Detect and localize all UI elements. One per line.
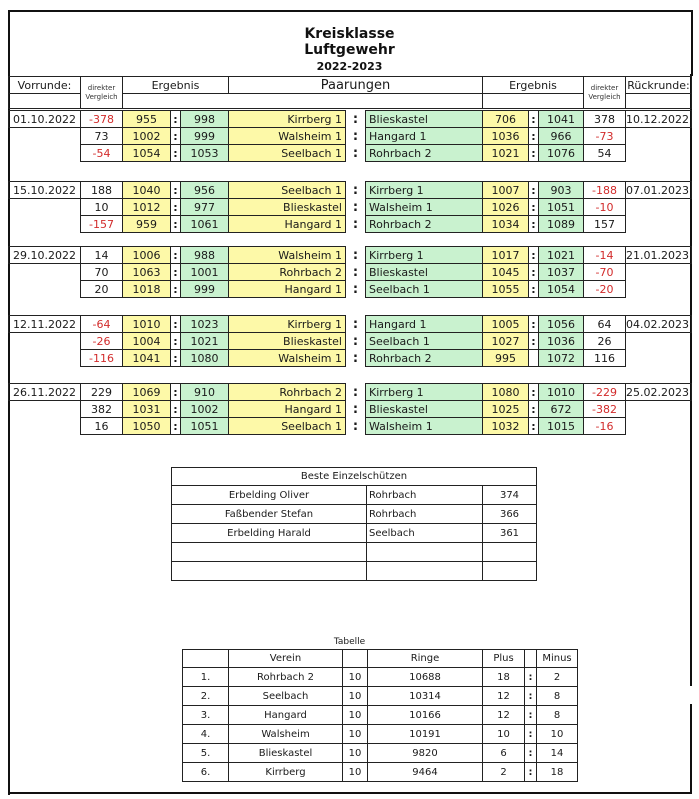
standings-minus: 8 xyxy=(536,686,578,706)
standings-separator: : xyxy=(524,762,537,782)
direkter-vergleich-rueck: 157 xyxy=(583,215,626,233)
pairing-separator: : xyxy=(352,281,359,297)
header-vorrunde-blank xyxy=(8,93,81,109)
document-frame-bottom xyxy=(8,792,692,794)
rueckrunde-home-score: 1027 xyxy=(482,332,529,350)
header-vorrunde: Vorrunde: xyxy=(8,76,81,94)
home-team: Rohrbach 2 xyxy=(228,263,346,281)
vorrunde-date: 29.10.2022 xyxy=(8,246,81,264)
vorrunde-home-score: 1002 xyxy=(122,127,171,145)
standings-plus: 10 xyxy=(482,724,525,744)
direkter-vergleich-rueck: -188 xyxy=(583,181,626,199)
score-separator: : xyxy=(170,280,181,298)
header-sub-blank xyxy=(122,93,483,109)
vorrunde-date: 01.10.2022 xyxy=(8,110,81,128)
standings-header-club: Verein xyxy=(228,649,343,668)
shooter-club: Seelbach xyxy=(366,523,483,543)
direkter-vergleich-rueck: -70 xyxy=(583,263,626,281)
vorrunde-home-score: 1041 xyxy=(122,349,171,367)
standings-rank: 4. xyxy=(182,724,229,744)
shooter-name xyxy=(171,542,367,562)
standings-club: Walsheim xyxy=(228,724,343,744)
header-direkter-line1: direkter xyxy=(590,83,619,92)
direkter-vergleich-vor: 10 xyxy=(80,198,123,216)
vorrunde-away-score: 1021 xyxy=(180,332,229,350)
rueckrunde-away-score: 1037 xyxy=(538,263,584,281)
vorrunde-home-score: 1040 xyxy=(122,181,171,199)
rueckrunde-home-score: 995 xyxy=(482,349,529,367)
standings-rank: 2. xyxy=(182,686,229,706)
vorrunde-home-score: 1018 xyxy=(122,280,171,298)
rueckrunde-date: 04.02.2023 xyxy=(625,315,692,333)
direkter-vergleich-rueck: 54 xyxy=(583,144,626,162)
score-separator: : xyxy=(170,127,181,145)
rueckrunde-home-score: 1055 xyxy=(482,280,529,298)
standings-rings: 9820 xyxy=(367,743,483,763)
vorrunde-home-score: 1010 xyxy=(122,315,171,333)
standings-header-minus: Minus xyxy=(536,649,578,668)
pairing-separator: : xyxy=(352,199,359,215)
direkter-vergleich-rueck: -14 xyxy=(583,246,626,264)
standings-matches: 10 xyxy=(342,743,368,763)
standings-club: Blieskastel xyxy=(228,743,343,763)
score-separator: : xyxy=(528,198,539,216)
away-team: Kirrberg 1 xyxy=(365,181,483,199)
standings-matches: 10 xyxy=(342,705,368,725)
score-separator: : xyxy=(528,246,539,264)
rueckrunde-away-score: 1051 xyxy=(538,198,584,216)
standings-club: Hangard xyxy=(228,705,343,725)
standings-plus: 12 xyxy=(482,705,525,725)
home-team: Blieskastel xyxy=(228,332,346,350)
score-separator: : xyxy=(170,198,181,216)
rueckrunde-away-score: 1041 xyxy=(538,110,584,128)
pairing-separator: : xyxy=(352,111,359,127)
standings-separator: : xyxy=(524,667,537,687)
direkter-vergleich-vor: 16 xyxy=(80,417,123,435)
standings-header-rank xyxy=(182,649,229,668)
direkter-vergleich-rueck: -20 xyxy=(583,280,626,298)
standings-rank: 3. xyxy=(182,705,229,725)
direkter-vergleich-vor: -116 xyxy=(80,349,123,367)
standings-club: Kirrberg xyxy=(228,762,343,782)
away-team: Hangard 1 xyxy=(365,315,483,333)
rueckrunde-home-score: 1032 xyxy=(482,417,529,435)
standings-header-plus: Plus xyxy=(482,649,525,668)
standings-separator: : xyxy=(524,705,537,725)
direkter-vergleich-vor: 229 xyxy=(80,383,123,401)
shooter-score: 374 xyxy=(482,485,537,505)
home-team: Seelbach 1 xyxy=(228,144,346,162)
away-team: Hangard 1 xyxy=(365,127,483,145)
standings-rank: 6. xyxy=(182,762,229,782)
vorrunde-home-score: 1006 xyxy=(122,246,171,264)
score-separator: : xyxy=(170,215,181,233)
home-team: Walsheim 1 xyxy=(228,246,346,264)
rueckrunde-away-score: 1010 xyxy=(538,383,584,401)
home-team: Kirrberg 1 xyxy=(228,315,346,333)
vorrunde-home-score: 955 xyxy=(122,110,171,128)
direkter-vergleich-vor: 14 xyxy=(80,246,123,264)
score-separator: : xyxy=(528,400,539,418)
vorrunde-away-score: 999 xyxy=(180,280,229,298)
standings-minus: 18 xyxy=(536,762,578,782)
away-team: Rohrbach 2 xyxy=(365,349,483,367)
standings-rings: 10191 xyxy=(367,724,483,744)
rueckrunde-away-score: 672 xyxy=(538,400,584,418)
pairing-separator: : xyxy=(352,384,359,400)
rueckrunde-home-score: 1025 xyxy=(482,400,529,418)
rueckrunde-home-score: 1017 xyxy=(482,246,529,264)
direkter-vergleich-rueck: 116 xyxy=(583,349,626,367)
score-separator: : xyxy=(528,417,539,435)
vorrunde-date: 26.11.2022 xyxy=(8,383,81,401)
vorrunde-home-score: 959 xyxy=(122,215,171,233)
pairing-separator: : xyxy=(352,418,359,434)
pairing-separator: : xyxy=(352,182,359,198)
direkter-vergleich-rueck: -16 xyxy=(583,417,626,435)
standings-rings: 10314 xyxy=(367,686,483,706)
away-team: Seelbach 1 xyxy=(365,280,483,298)
away-team: Walsheim 1 xyxy=(365,198,483,216)
rueckrunde-away-score: 1036 xyxy=(538,332,584,350)
standings-header-rings: Ringe xyxy=(367,649,483,668)
score-separator: : xyxy=(170,246,181,264)
score-separator: : xyxy=(170,400,181,418)
vorrunde-away-score: 988 xyxy=(180,246,229,264)
standings-separator: : xyxy=(524,743,537,763)
score-separator: : xyxy=(528,181,539,199)
shooter-club: Rohrbach xyxy=(366,485,483,505)
vorrunde-away-score: 1061 xyxy=(180,215,229,233)
vorrunde-away-score: 1080 xyxy=(180,349,229,367)
header-direkter-vergleich-vor xyxy=(80,76,123,109)
direkter-vergleich-vor: 20 xyxy=(80,280,123,298)
direkter-vergleich-vor: -378 xyxy=(80,110,123,128)
home-team: Rohrbach 2 xyxy=(228,383,346,401)
standings-rings: 10688 xyxy=(367,667,483,687)
score-separator: : xyxy=(170,349,181,367)
shooter-name: Erbelding Oliver xyxy=(171,485,367,505)
home-team: Seelbach 1 xyxy=(228,181,346,199)
pairing-separator: : xyxy=(352,316,359,332)
rueckrunde-home-score: 1026 xyxy=(482,198,529,216)
shooter-score: 361 xyxy=(482,523,537,543)
standings-rank: 5. xyxy=(182,743,229,763)
score-separator: : xyxy=(528,332,539,350)
shooter-name: Erbelding Harald xyxy=(171,523,367,543)
pairing-separator: : xyxy=(352,350,359,366)
rueckrunde-away-score: 1072 xyxy=(538,349,584,367)
direkter-vergleich-vor: 382 xyxy=(80,400,123,418)
rueckrunde-away-score: 1076 xyxy=(538,144,584,162)
standings-separator: : xyxy=(524,686,537,706)
standings-plus: 18 xyxy=(482,667,525,687)
vorrunde-home-score: 1050 xyxy=(122,417,171,435)
score-separator: : xyxy=(528,144,539,162)
vorrunde-away-score: 910 xyxy=(180,383,229,401)
title-discipline: Luftgewehr xyxy=(304,42,395,58)
vorrunde-home-score: 1063 xyxy=(122,263,171,281)
home-team: Seelbach 1 xyxy=(228,417,346,435)
header-rueckrunde: Rückrunde: xyxy=(625,76,692,94)
document-frame-right xyxy=(690,74,692,686)
vorrunde-away-score: 1023 xyxy=(180,315,229,333)
vorrunde-away-score: 998 xyxy=(180,110,229,128)
away-team: Blieskastel xyxy=(365,400,483,418)
standings-header-matches xyxy=(342,649,368,668)
away-team: Kirrberg 1 xyxy=(365,383,483,401)
rueckrunde-home-score: 1036 xyxy=(482,127,529,145)
vorrunde-home-score: 1004 xyxy=(122,332,171,350)
home-team: Hangard 1 xyxy=(228,215,346,233)
rueckrunde-home-score: 1034 xyxy=(482,215,529,233)
standings-rank: 1. xyxy=(182,667,229,687)
rueckrunde-home-score: 1021 xyxy=(482,144,529,162)
vorrunde-away-score: 999 xyxy=(180,127,229,145)
score-separator: : xyxy=(528,280,539,298)
header-ergebnis-rueck: Ergebnis xyxy=(482,76,584,94)
score-separator: : xyxy=(170,332,181,350)
standings-minus: 10 xyxy=(536,724,578,744)
pairing-separator: : xyxy=(352,401,359,417)
direkter-vergleich-vor: 70 xyxy=(80,263,123,281)
score-separator: : xyxy=(170,383,181,401)
header-direkter-vergleich-rueck xyxy=(583,76,626,109)
rueckrunde-away-score: 1021 xyxy=(538,246,584,264)
standings-plus: 2 xyxy=(482,762,525,782)
vorrunde-home-score: 1031 xyxy=(122,400,171,418)
rueckrunde-away-score: 1089 xyxy=(538,215,584,233)
standings-minus: 8 xyxy=(536,705,578,725)
standings-matches: 10 xyxy=(342,762,368,782)
standings-minus: 14 xyxy=(536,743,578,763)
score-separator: : xyxy=(170,144,181,162)
shooter-club: Rohrbach xyxy=(366,504,483,524)
header-direkter-line2: Vergleich xyxy=(85,92,118,101)
home-team: Blieskastel xyxy=(228,198,346,216)
header-direkter-line1: direkter xyxy=(87,83,116,92)
away-team: Seelbach 1 xyxy=(365,332,483,350)
standings-club: Seelbach xyxy=(228,686,343,706)
pairing-separator: : xyxy=(352,216,359,232)
standings-separator: : xyxy=(524,724,537,744)
vorrunde-home-score: 1069 xyxy=(122,383,171,401)
vorrunde-away-score: 977 xyxy=(180,198,229,216)
rueckrunde-away-score: 1015 xyxy=(538,417,584,435)
vorrunde-away-score: 1051 xyxy=(180,417,229,435)
home-team: Hangard 1 xyxy=(228,280,346,298)
home-team: Hangard 1 xyxy=(228,400,346,418)
standings-rings: 9464 xyxy=(367,762,483,782)
vorrunde-away-score: 1053 xyxy=(180,144,229,162)
header-ergebnis-vor: Ergebnis xyxy=(122,76,229,94)
score-separator: : xyxy=(170,417,181,435)
standings-plus: 6 xyxy=(482,743,525,763)
pairing-separator: : xyxy=(352,264,359,280)
shooter-name: Faßbender Stefan xyxy=(171,504,367,524)
shooter-club xyxy=(366,542,483,562)
pairing-separator: : xyxy=(352,128,359,144)
standings-plus: 12 xyxy=(482,686,525,706)
away-team: Blieskastel xyxy=(365,263,483,281)
shooter-score xyxy=(482,561,537,581)
away-team: Kirrberg 1 xyxy=(365,246,483,264)
score-separator: : xyxy=(528,383,539,401)
direkter-vergleich-vor: 73 xyxy=(80,127,123,145)
rueckrunde-date: 21.01.2023 xyxy=(625,246,692,264)
standings-matches: 10 xyxy=(342,724,368,744)
rueckrunde-home-score: 1080 xyxy=(482,383,529,401)
home-team: Walsheim 1 xyxy=(228,127,346,145)
direkter-vergleich-rueck: 378 xyxy=(583,110,626,128)
direkter-vergleich-vor: -64 xyxy=(80,315,123,333)
rueckrunde-home-score: 1045 xyxy=(482,263,529,281)
score-separator: : xyxy=(528,315,539,333)
home-team: Walsheim 1 xyxy=(228,349,346,367)
score-separator: : xyxy=(528,127,539,145)
standings-matches: 10 xyxy=(342,667,368,687)
vorrunde-date: 15.10.2022 xyxy=(8,181,81,199)
rueckrunde-home-score: 1007 xyxy=(482,181,529,199)
home-team: Kirrberg 1 xyxy=(228,110,346,128)
rueckrunde-away-score: 966 xyxy=(538,127,584,145)
rueckrunde-date: 10.12.2022 xyxy=(625,110,692,128)
standings-title: Tabelle xyxy=(333,637,366,647)
shooter-score: 366 xyxy=(482,504,537,524)
standings-rings: 10166 xyxy=(367,705,483,725)
direkter-vergleich-rueck: -382 xyxy=(583,400,626,418)
document-frame-right-lower xyxy=(690,704,692,794)
title-league: Kreisklasse xyxy=(304,26,395,42)
direkter-vergleich-vor: -157 xyxy=(80,215,123,233)
shooter-name xyxy=(171,561,367,581)
vorrunde-away-score: 1002 xyxy=(180,400,229,418)
pairing-separator: : xyxy=(352,333,359,349)
direkter-vergleich-rueck: 26 xyxy=(583,332,626,350)
pairing-separator: : xyxy=(352,145,359,161)
shooter-club xyxy=(366,561,483,581)
direkter-vergleich-rueck: -73 xyxy=(583,127,626,145)
standings-minus: 2 xyxy=(536,667,578,687)
score-separator: : xyxy=(528,110,539,128)
header-ergebnis-rueck-blank xyxy=(482,93,584,109)
header-paarungen: Paarungen xyxy=(228,76,483,94)
direkter-vergleich-vor: -54 xyxy=(80,144,123,162)
best-shooters-title: Beste Einzelschützen xyxy=(171,467,537,486)
vorrunde-away-score: 956 xyxy=(180,181,229,199)
header-rueckrunde-blank xyxy=(625,93,692,109)
direkter-vergleich-vor: 188 xyxy=(80,181,123,199)
title-season: 2022-2023 xyxy=(316,60,383,73)
rueckrunde-home-score: 706 xyxy=(482,110,529,128)
pairing-separator: : xyxy=(352,247,359,263)
direkter-vergleich-rueck: -229 xyxy=(583,383,626,401)
vorrunde-home-score: 1054 xyxy=(122,144,171,162)
away-team: Walsheim 1 xyxy=(365,417,483,435)
direkter-vergleich-rueck: -10 xyxy=(583,198,626,216)
rueckrunde-date: 25.02.2023 xyxy=(625,383,692,401)
vorrunde-away-score: 1001 xyxy=(180,263,229,281)
score-separator: : xyxy=(170,110,181,128)
rueckrunde-home-score: 1005 xyxy=(482,315,529,333)
direkter-vergleich-rueck: 64 xyxy=(583,315,626,333)
standings-matches: 10 xyxy=(342,686,368,706)
score-separator: : xyxy=(528,215,539,233)
away-team: Blieskastel xyxy=(365,110,483,128)
score-separator: : xyxy=(170,181,181,199)
rueckrunde-away-score: 1054 xyxy=(538,280,584,298)
rueckrunde-away-score: 1056 xyxy=(538,315,584,333)
vorrunde-date: 12.11.2022 xyxy=(8,315,81,333)
away-team: Rohrbach 2 xyxy=(365,215,483,233)
vorrunde-home-score: 1012 xyxy=(122,198,171,216)
score-separator: : xyxy=(528,263,539,281)
header-direkter-line2: Vergleich xyxy=(588,92,621,101)
score-separator: : xyxy=(170,315,181,333)
shooter-score xyxy=(482,542,537,562)
standings-club: Rohrbach 2 xyxy=(228,667,343,687)
rueckrunde-away-score: 903 xyxy=(538,181,584,199)
away-team: Rohrbach 2 xyxy=(365,144,483,162)
score-separator: : xyxy=(170,263,181,281)
direkter-vergleich-vor: -26 xyxy=(80,332,123,350)
rueckrunde-date: 07.01.2023 xyxy=(625,181,692,199)
